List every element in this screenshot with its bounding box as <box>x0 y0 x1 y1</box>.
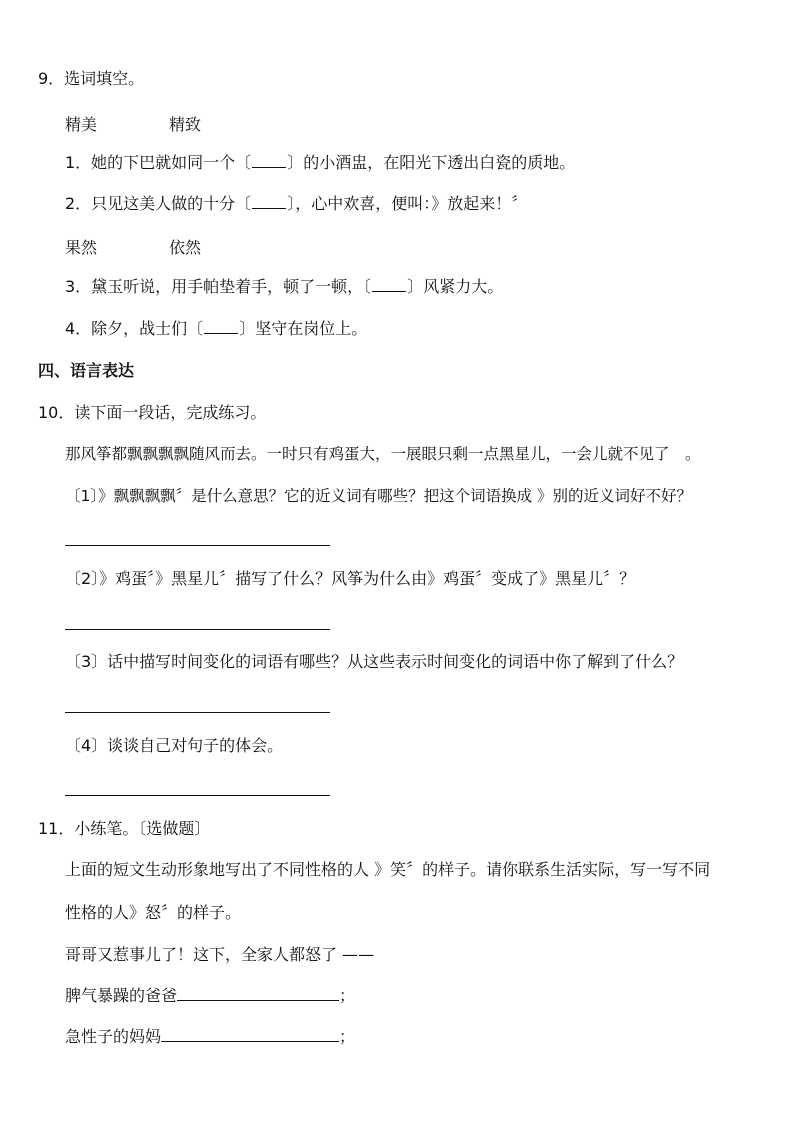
q11-mom-line: 急性子的妈妈 ； <box>65 1027 356 1046</box>
q9-option-jingzhi: 精致 <box>169 115 202 134</box>
q10-title: 10．读下面一段话，完成练习。 <box>38 403 267 422</box>
q9-sentence-2: 2．只见这美人做的十分〔 〕，心中欢喜，便叫：》放起来！〞 <box>65 194 528 213</box>
q9-sentence-4: 4．除夕，战士们〔 〕坚守在岗位上。 <box>65 319 368 338</box>
q10-sub-1: 〔1〕》飘飘飘飘〞是什么意思？它的近义词有哪些？把这个词语换成 》别的近义词好不好？ <box>65 487 693 505</box>
q10-passage: 那风筝都飘飘飘飘随风而去。一时只有鸡蛋大，一展眼只剩一点黑星儿，一会儿就不见了 。 <box>65 445 701 463</box>
answer-line-2[interactable] <box>65 629 330 630</box>
q9-title: 9．选词填空。 <box>38 69 145 88</box>
fill-blank-3[interactable] <box>372 277 406 292</box>
q9-sentence-3: 3．黛玉听说，用手帕垫着手，顿了一顿，〔 〕风紧力大。 <box>65 277 504 296</box>
q11-intro: 哥哥又惹事儿了！这下，全家人都怒了 —— <box>65 945 375 964</box>
q10-sub-2: 〔2〕》鸡蛋〞》黑星儿〞描写了什么？风筝为什么由》鸡蛋〞变成了》黑星儿〞？ <box>65 569 636 588</box>
q11-dad-line: 脾气暴躁的爸爸 ； <box>65 986 356 1005</box>
q11-prompt-line-1: 上面的短文生动形象地写出了不同性格的人 》笑〞的样子。请你联系生活实际，写一写不同 <box>65 860 711 879</box>
answer-line-4[interactable] <box>65 795 330 796</box>
q9-option-jingmei: 精美 <box>65 115 98 134</box>
q9-sentence-1: 1．她的下巴就如同一个〔 〕的小酒盅，在阳光下透出白瓷的质地。 <box>65 153 576 172</box>
q10-sub-3: 〔3〕话中描写时间变化的词语有哪些？从这些表示时间变化的词语中你了解到了什么？ <box>65 652 684 671</box>
dad-fill-blank[interactable] <box>177 986 339 1001</box>
answer-line-1[interactable] <box>65 545 330 546</box>
mom-fill-blank[interactable] <box>161 1027 339 1042</box>
fill-blank-2[interactable] <box>252 194 286 209</box>
q11-prompt-line-2: 性格的人》怒〞的样子。 <box>65 903 242 922</box>
q11-title: 11．小练笔。〔选做题〕 <box>38 819 211 838</box>
fill-blank-4[interactable] <box>204 319 238 334</box>
fill-blank-1[interactable] <box>252 153 286 168</box>
q10-sub-4: 〔4〕谈谈自己对句子的体会。 <box>65 736 284 755</box>
q9-option-guoran: 果然 <box>65 238 98 257</box>
q9-option-yiran: 依然 <box>169 238 202 257</box>
answer-line-3[interactable] <box>65 712 330 713</box>
section-heading: 四、语言表达 <box>38 361 135 380</box>
